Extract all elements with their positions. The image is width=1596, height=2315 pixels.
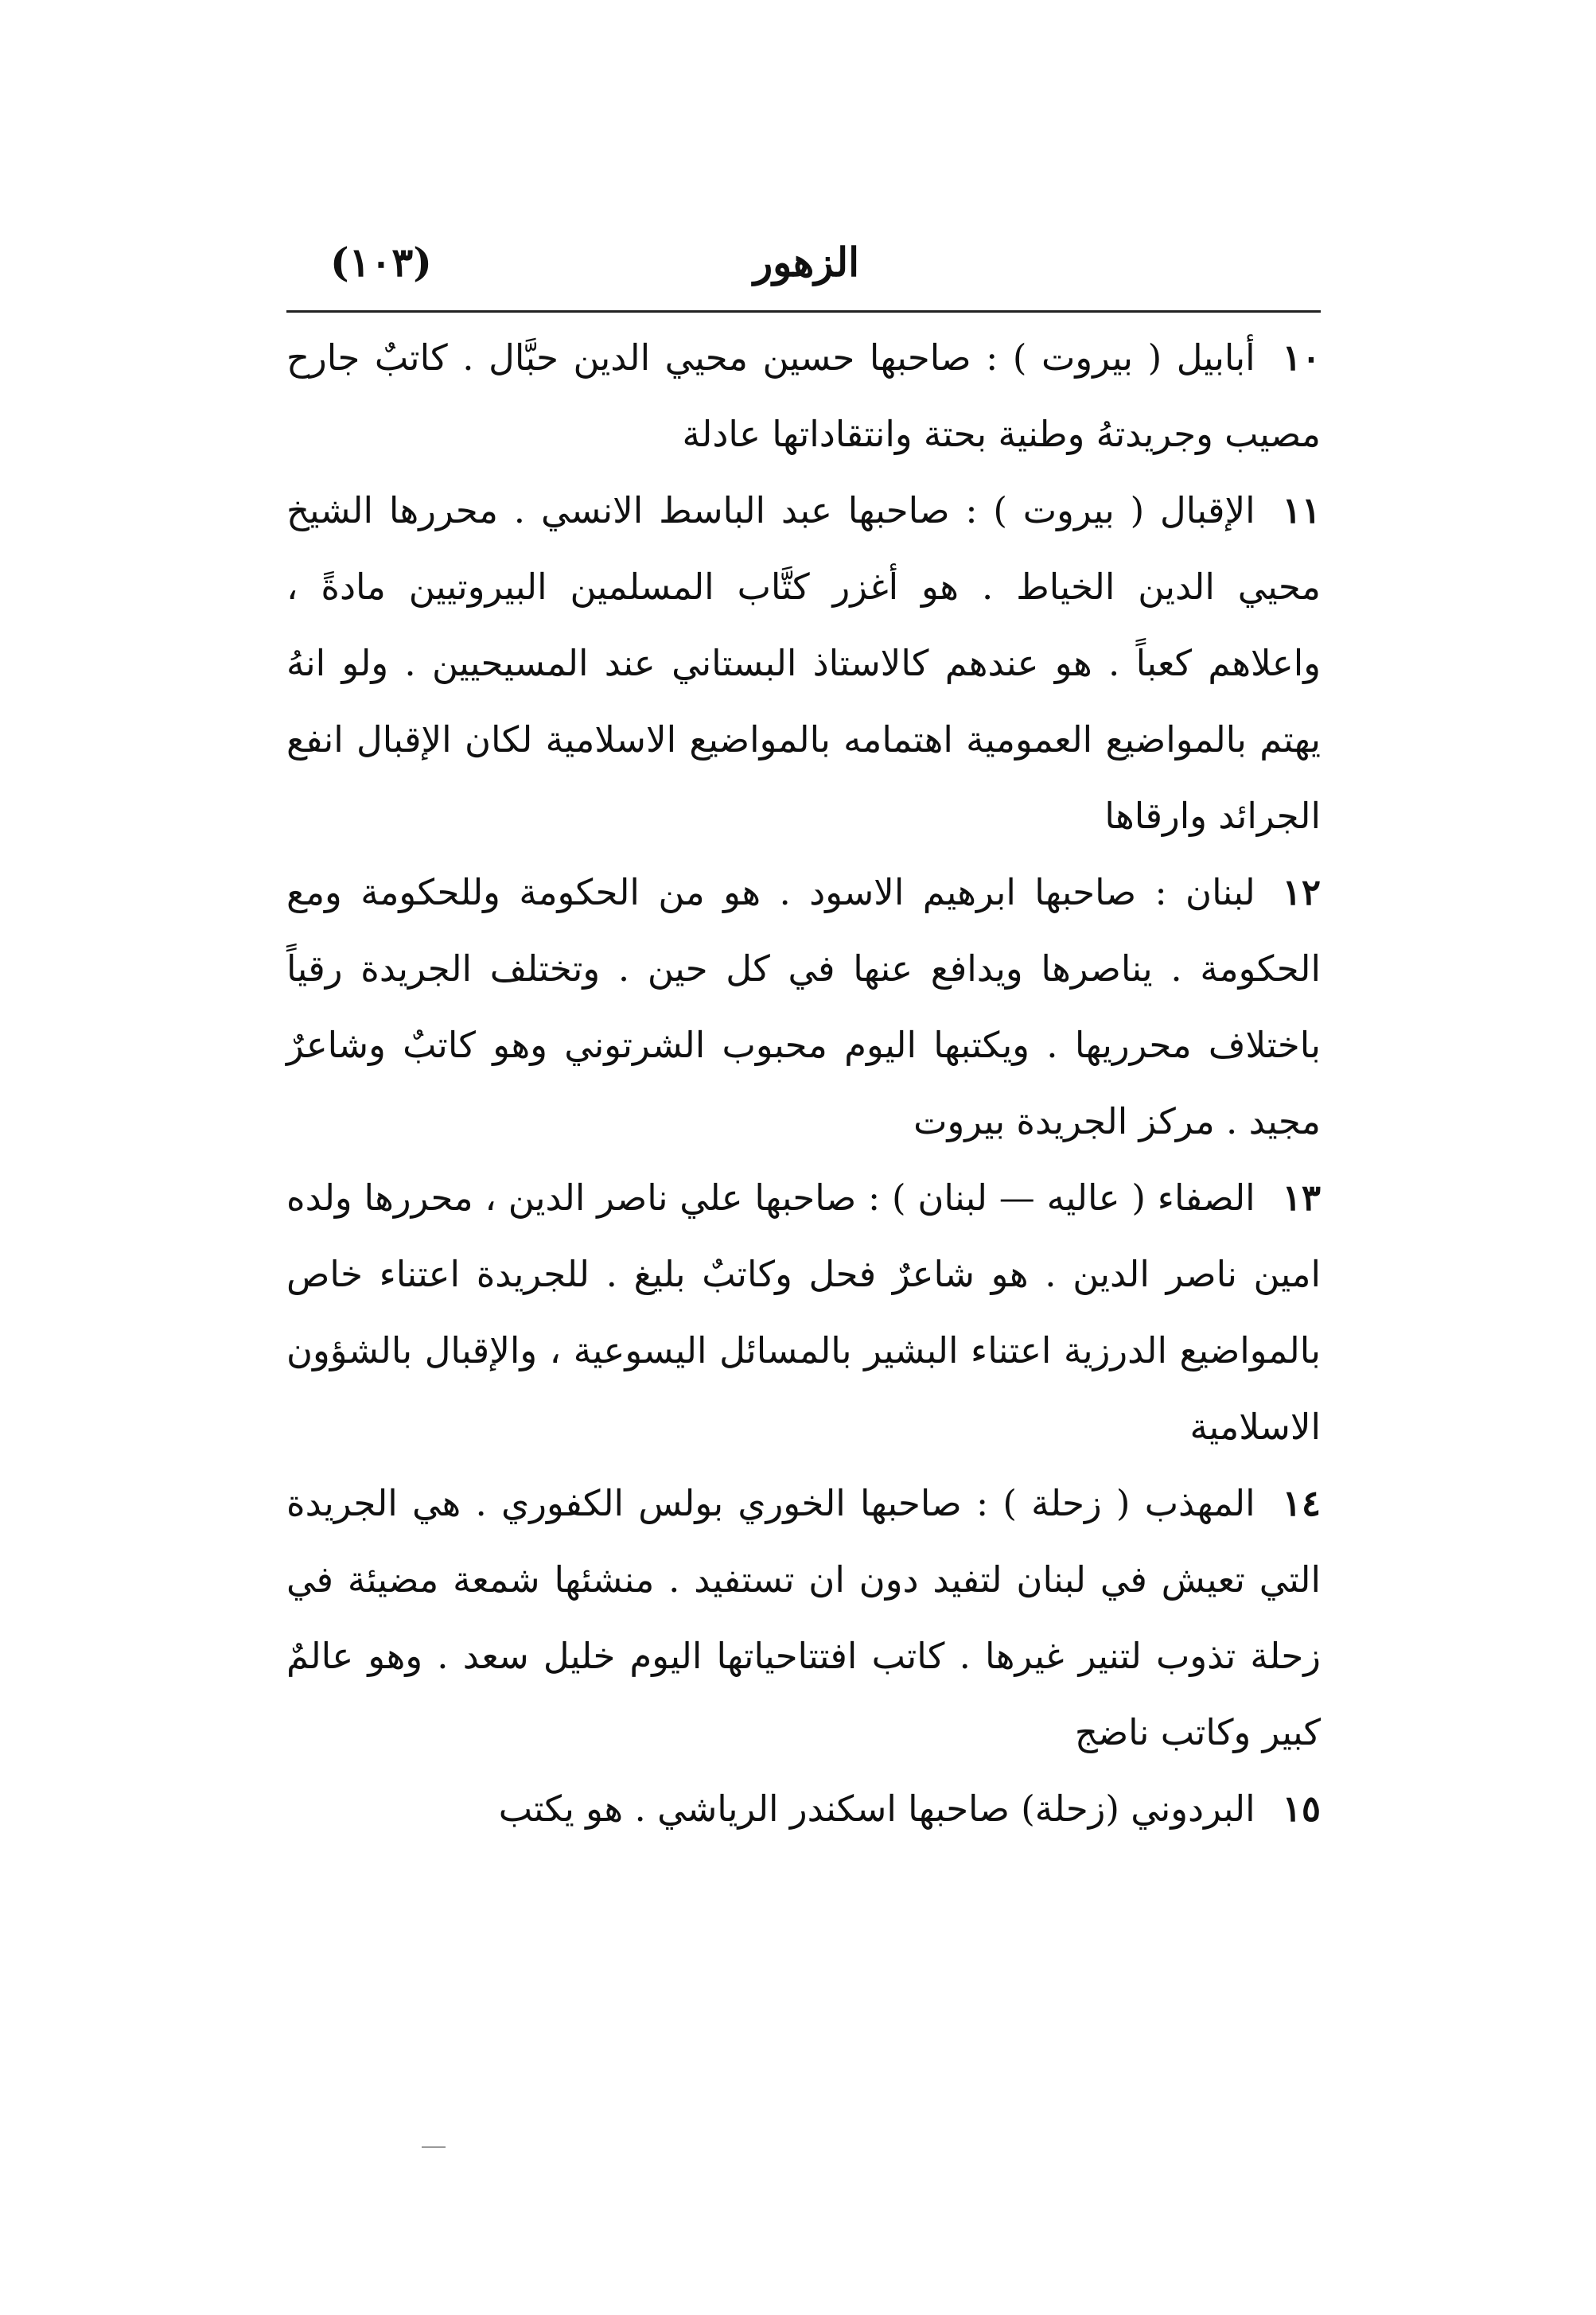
entry-number: ١٤ [1282,1482,1321,1524]
entry-11 [286,473,1321,854]
entry-text: لبنان : صاحبها ابرهيم الاسود . هو من الحكومة وللحكومة ومع الحكومة . يناصرها ويدافع عنها في كل حين . وتختلف الجريدة رقياً باختلاف محرريها . ويكتبها اليوم محبوب الشرتوني وهو كاتبٌ وشاعرٌ مجيد . مركز الجريدة بيروت [286,871,1321,1142]
running-head [286,231,1321,307]
entry-number: ١٠ [1282,337,1321,379]
entry-14 [286,1465,1321,1771]
body-text [286,320,1321,1847]
scan-mark [422,2146,446,2148]
page-number: (١٠٣) [330,239,432,286]
entry-text: المهذب ( زحلة ) : صاحبها الخوري بولس الكفوري . هي الجريدة التي تعيش في لبنان لتفيد دون ان تستفيد . منشئها شمعة مضيئة في زحلة تذوب لتنير غيرها . كاتب افتتاحياتها اليوم خليل سعد . وهو عالمٌ كبير وكاتب ناضج [286,1482,1321,1753]
entry-text: الإقبال ( بيروت ) : صاحبها عبد الباسط الانسي . محررها الشيخ محيي الدين الخياط . هو أغزر كتَّاب المسلمين البيروتيين مادةً ، واعلاهم كعباً . هو عندهم كالاستاذ البستاني عند المسيحيين . ولو انهُ يهتم بالمواضيع العمومية اهتمامه بالمواضيع الاسلامية لكان الإقبال انفع الجرائد وارقاها [286,489,1321,837]
entry-text: أبابيل ( بيروت ) : صاحبها حسين محيي الدين حبَّال . كاتبٌ جارح مصيب وجريدتهُ وطنية بحتة وانتقاداتها عادلة [286,337,1321,455]
header-rule [286,310,1321,313]
entry-text: البردوني (زحلة) صاحبها اسكندر الرياشي . هو يكتب [498,1788,1255,1830]
entry-10 [286,320,1321,473]
running-title: الزهور [753,239,859,286]
entry-number: ١٥ [1282,1788,1321,1830]
entry-12 [286,854,1321,1160]
entry-number: ١١ [1282,489,1321,531]
entry-number: ١٣ [1282,1177,1321,1219]
entry-number: ١٢ [1282,871,1321,913]
entry-15 [286,1771,1321,1847]
entry-text: الصفاء ( عاليه — لبنان ) : صاحبها علي ناصر الدين ، محررها ولده امين ناصر الدين . هو شاعرٌ فحل وكاتبٌ بليغ . للجريدة اعتناء خاص بالمواضيع الدرزية اعتناء البشير بالمسائل اليسوعية ، والإقبال بالشؤون الاسلامية [286,1177,1321,1448]
book-page [286,231,1321,2140]
entry-13 [286,1160,1321,1465]
